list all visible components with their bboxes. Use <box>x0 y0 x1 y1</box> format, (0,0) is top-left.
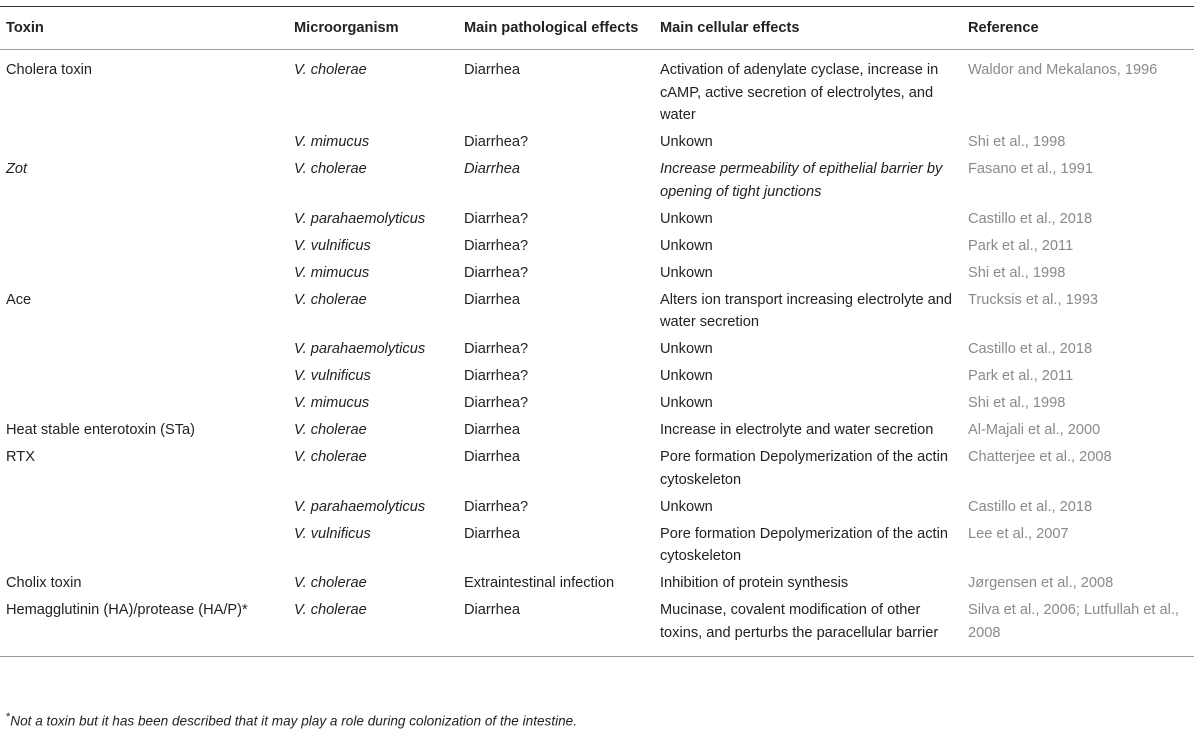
table-row <box>0 442 1194 492</box>
cell-cellular-effects: Activation of adenylate cyclase, increase in cAMP, active secretion of electrolytes, and water <box>660 62 939 123</box>
cell-toxin: Cholix toxin <box>6 575 82 591</box>
cell-reference: Jørgensen et al., 2008 <box>968 575 1114 591</box>
cell-reference: Park et al., 2011 <box>968 368 1074 384</box>
cell-microorganism: V. cholerae <box>294 161 367 177</box>
cell-reference: Chatterjee et al., 2008 <box>968 449 1112 465</box>
table-row <box>0 518 1194 568</box>
cell-toxin <box>0 203 288 230</box>
cell-cellular-effects: Unkown <box>660 264 713 281</box>
table-row <box>0 49 1194 127</box>
cell-pathological-effects: Diarrhea? <box>464 395 529 411</box>
table-row <box>0 415 1194 442</box>
cell-pathological-effects: Diarrhea? <box>464 498 529 515</box>
cell-microorganism: V. mimucus <box>294 134 370 150</box>
header-reference: Reference <box>968 20 1039 36</box>
cell-microorganism: V. cholerae <box>294 291 367 308</box>
cell-cellular-effects: Unkown <box>660 498 713 515</box>
cell-toxin: Zot <box>6 161 28 177</box>
cell-toxin: Ace <box>6 291 32 308</box>
header-toxin: Toxin <box>6 20 44 36</box>
table-header <box>0 7 1194 50</box>
cell-microorganism: V. cholerae <box>294 602 367 618</box>
cell-microorganism: V. vulnificus <box>294 368 371 384</box>
cell-cellular-effects: Increase permeability of epithelial barrier by opening of tight junctions <box>660 161 943 200</box>
cell-pathological-effects: Diarrhea <box>464 525 520 542</box>
cell-microorganism: V. vulnificus <box>294 237 371 254</box>
cell-reference: Lee et al., 2007 <box>968 525 1069 542</box>
cell-reference: Fasano et al., 1991 <box>968 161 1093 177</box>
cell-pathological-effects: Diarrhea <box>464 291 520 308</box>
cell-reference: Park et al., 2011 <box>968 237 1074 254</box>
table-row <box>0 230 1194 257</box>
cell-toxin: Hemagglutinin (HA)/protease (HA/P)* <box>6 602 248 618</box>
cell-pathological-effects: Diarrhea <box>464 449 520 465</box>
footnote-mark: * <box>6 711 11 723</box>
cell-microorganism: V. parahaemolyticus <box>294 498 426 515</box>
cell-toxin <box>0 491 288 518</box>
cell-pathological-effects: Diarrhea <box>464 62 520 78</box>
cell-reference: Trucksis et al., 1993 <box>968 291 1099 308</box>
table-row <box>0 154 1194 204</box>
cell-pathological-effects: Diarrhea <box>464 602 520 618</box>
cell-microorganism: V. cholerae <box>294 62 367 78</box>
table-body <box>0 49 1194 657</box>
cell-reference: Al-Majali et al., 2000 <box>968 422 1101 438</box>
header-pathological-effects: Main pathological effects <box>464 20 639 36</box>
cell-microorganism: V. mimucus <box>294 264 370 281</box>
table-row <box>0 284 1194 334</box>
cell-reference: Silva et al., 2006; Lutfullah et al., 2008 <box>968 602 1179 641</box>
cell-cellular-effects: Pore formation Depolymerization of the actin cytoskeleton <box>660 525 948 564</box>
cell-cellular-effects: Unkown <box>660 134 713 150</box>
cell-reference: Shi et al., 1998 <box>968 395 1066 411</box>
cell-pathological-effects: Diarrhea <box>464 422 520 438</box>
cell-cellular-effects: Alters ion transport increasing electrolyte and water secretion <box>660 291 953 330</box>
cell-pathological-effects: Diarrhea? <box>464 264 529 281</box>
cell-cellular-effects: Unkown <box>660 237 713 254</box>
cell-toxin <box>0 127 288 154</box>
cell-reference: Castillo et al., 2018 <box>968 210 1093 227</box>
cell-microorganism: V. cholerae <box>294 575 367 591</box>
header-cellular-effects: Main cellular effects <box>660 20 800 36</box>
cell-toxin: Cholera toxin <box>6 62 92 78</box>
cell-toxin <box>0 334 288 361</box>
cell-pathological-effects: Extraintestinal infection <box>464 575 615 591</box>
cell-toxin: Heat stable enterotoxin (STa) <box>6 422 196 438</box>
toxin-table <box>0 6 1194 657</box>
cell-cellular-effects: Mucinase, covalent modification of other toxins, and perturbs the paracellular barrier <box>660 602 939 641</box>
header-row <box>0 7 1194 50</box>
cell-pathological-effects: Diarrhea? <box>464 368 529 384</box>
cell-reference: Castillo et al., 2018 <box>968 341 1093 357</box>
cell-microorganism: V. vulnificus <box>294 525 371 542</box>
table-row <box>0 127 1194 154</box>
cell-toxin <box>0 257 288 284</box>
cell-toxin: RTX <box>6 449 35 465</box>
header-microorganism: Microorganism <box>294 20 399 36</box>
table-row <box>0 257 1194 284</box>
footnote-text: Not a toxin but it has been described that it may play a role during colonization of the intestine. <box>10 713 578 729</box>
cell-pathological-effects: Diarrhea? <box>464 210 529 227</box>
cell-reference: Shi et al., 1998 <box>968 264 1066 281</box>
cell-toxin <box>0 230 288 257</box>
table-row <box>0 568 1194 595</box>
table-footnote <box>6 711 577 729</box>
table-row <box>0 203 1194 230</box>
cell-microorganism: V. parahaemolyticus <box>294 341 426 357</box>
cell-cellular-effects: Pore formation Depolymerization of the actin cytoskeleton <box>660 449 948 488</box>
cell-reference: Shi et al., 1998 <box>968 134 1066 150</box>
cell-toxin <box>0 388 288 415</box>
cell-reference: Waldor and Mekalanos, 1996 <box>968 62 1158 78</box>
cell-microorganism: V. cholerae <box>294 422 367 438</box>
cell-cellular-effects: Unkown <box>660 395 713 411</box>
cell-cellular-effects: Unkown <box>660 210 713 227</box>
cell-toxin <box>0 518 288 568</box>
table-row <box>0 388 1194 415</box>
cell-pathological-effects: Diarrhea? <box>464 134 529 150</box>
cell-pathological-effects: Diarrhea? <box>464 341 529 357</box>
cell-microorganism: V. mimucus <box>294 395 370 411</box>
cell-cellular-effects: Increase in electrolyte and water secretion <box>660 422 934 438</box>
table-row <box>0 595 1194 657</box>
cell-microorganism: V. parahaemolyticus <box>294 210 426 227</box>
cell-cellular-effects: Unkown <box>660 341 713 357</box>
cell-toxin <box>0 361 288 388</box>
cell-cellular-effects: Unkown <box>660 368 713 384</box>
table-row <box>0 491 1194 518</box>
cell-microorganism: V. cholerae <box>294 449 367 465</box>
cell-pathological-effects: Diarrhea <box>464 161 520 177</box>
table-row <box>0 334 1194 361</box>
cell-pathological-effects: Diarrhea? <box>464 237 529 254</box>
cell-cellular-effects: Inhibition of protein synthesis <box>660 575 849 591</box>
table-row <box>0 361 1194 388</box>
cell-reference: Castillo et al., 2018 <box>968 498 1093 515</box>
